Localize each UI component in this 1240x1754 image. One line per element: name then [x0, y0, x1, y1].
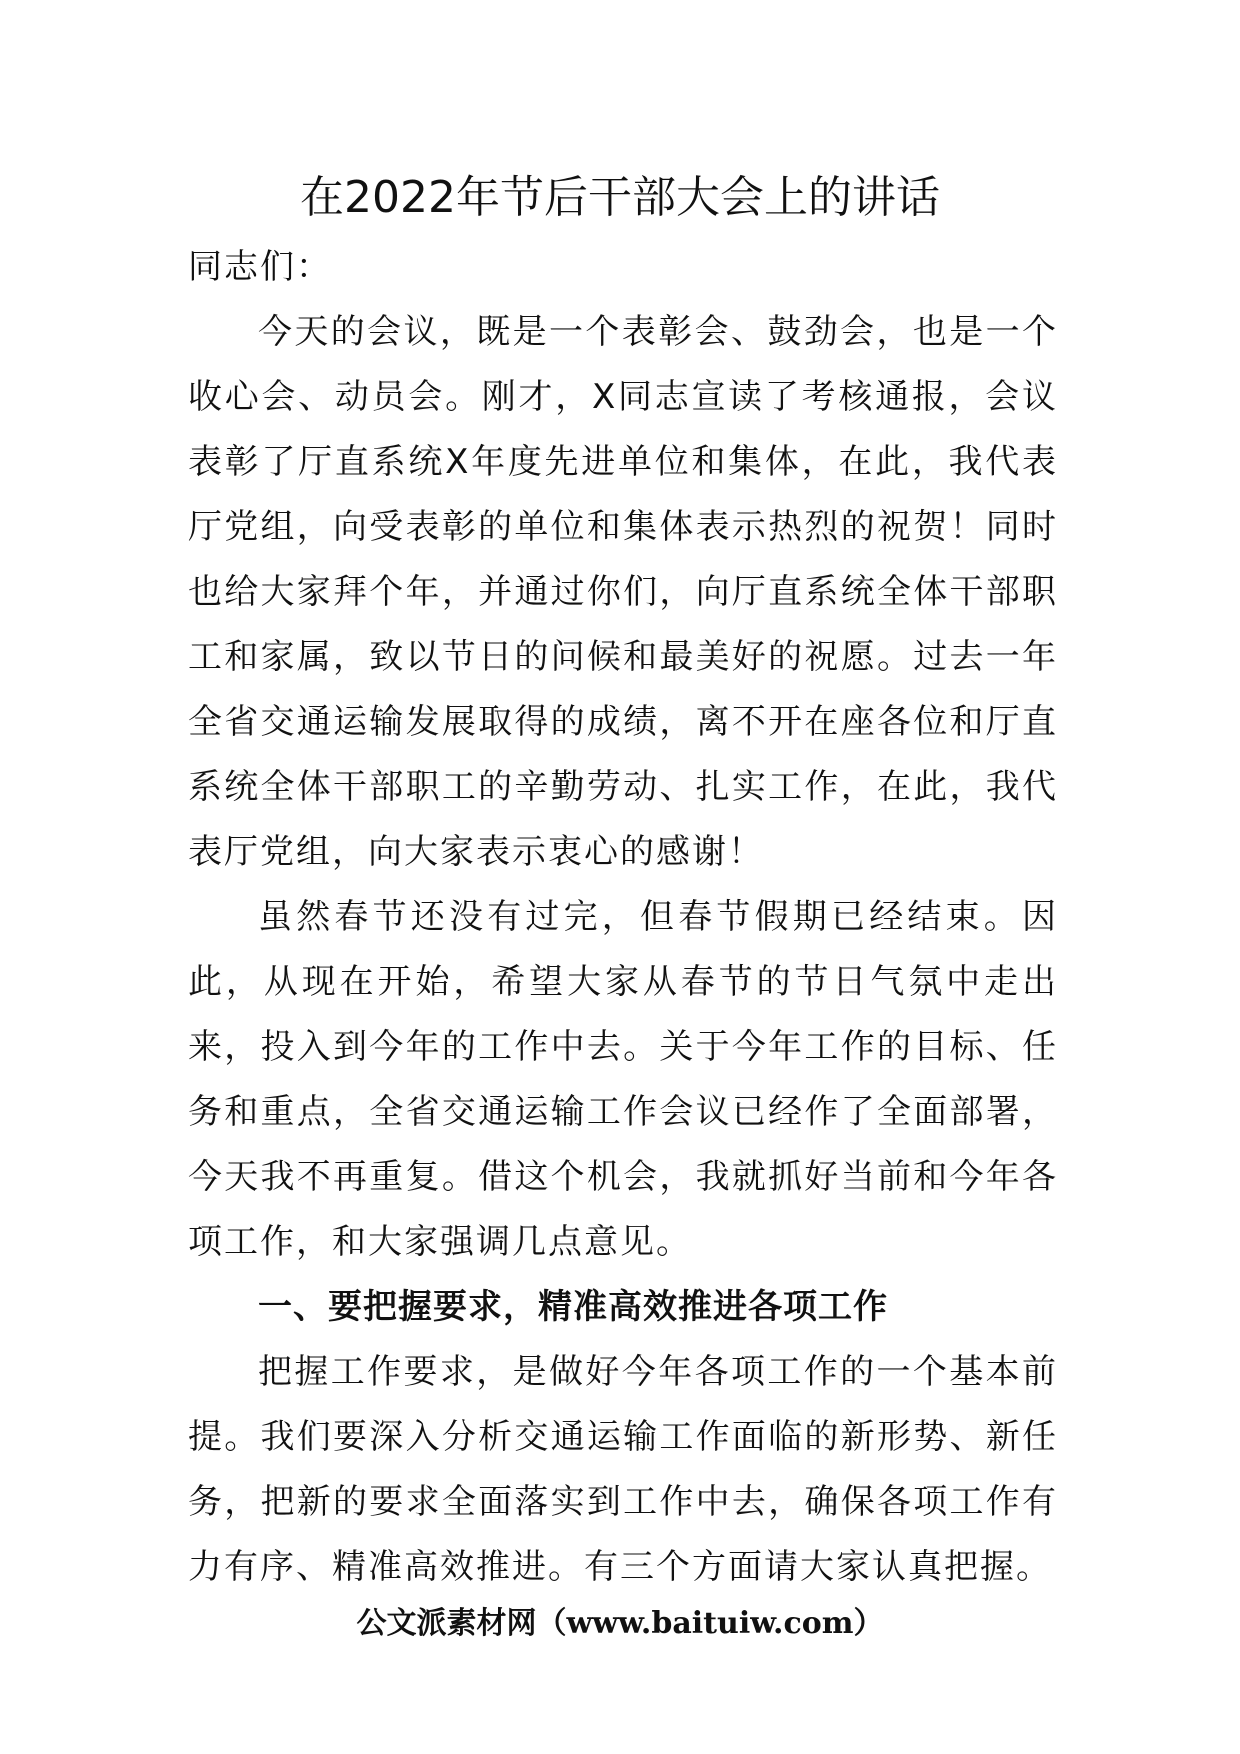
document-title: 在2022年节后干部大会上的讲话 [300, 172, 940, 223]
paragraph-2: 虽然春节还没有过完，但春节假期已经结束。因此，从现在开始，希望大家从春节的节日气氛中走出来，投入到今年的工作中去。关于今年工作的目标、任务和重点，全省交通运输工作会议已经作了全面部署，今天我不再重复。借这个机会，我就抓好当前和今年各项工作，和大家强调几点意见。 [188, 897, 1058, 1262]
paragraph-1: 今天的会议，既是一个表彰会、鼓劲会，也是一个收心会、动员会。刚才，X同志宣读了考核通报，会议表彰了厅直系统X年度先进单位和集体，在此，我代表厅党组，向受表彰的单位和集体表示热烈的祝贺！同时也给大家拜个年，并通过你们，向厅直系统全体干部职工和家属，致以节日的问候和最美好的祝愿。过去一年全省交通运输发展取得的成绩，离不开在座各位和厅直系统全体干部职工的辛勤劳动、扎实工作，在此，我代表厅党组，向大家表示衷心的感谢！ [188, 312, 1058, 872]
document-body [188, 235, 1058, 1600]
salutation: 同志们： [188, 247, 332, 287]
footer-watermark: 公文派素材网（www.baituiw.com） [356, 1606, 884, 1641]
section-paragraph: 把握工作要求，是做好今年各项工作的一个基本前提。我们要深入分析交通运输工作面临的新形势、新任务，把新的要求全面落实到工作中去，确保各项工作有力有序、精准高效推进。有三个方面请大家认真把握。 [188, 1352, 1058, 1587]
section-heading: 一、要把握要求，精准高效推进各项工作 [258, 1287, 888, 1327]
